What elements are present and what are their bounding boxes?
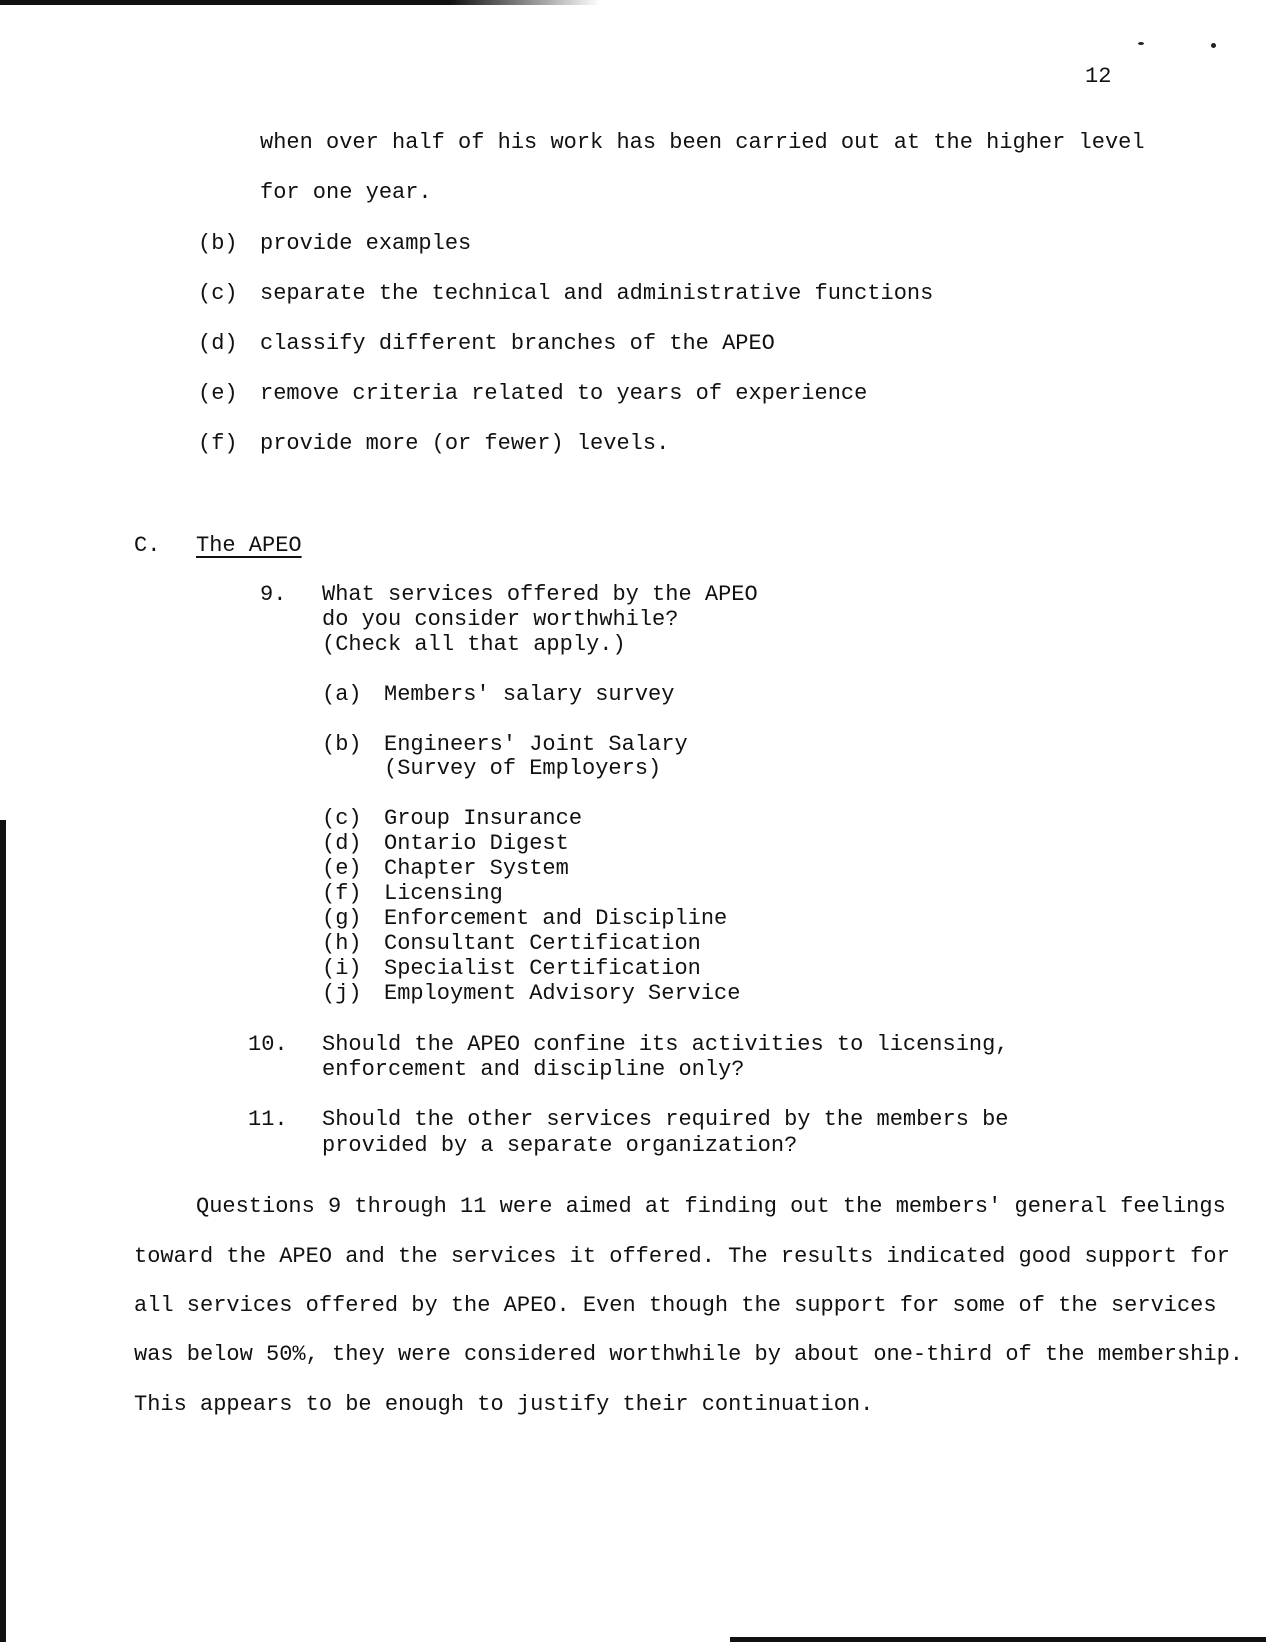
item-text: Consultant Certification [384, 931, 701, 956]
item-text: provide examples [260, 231, 472, 256]
item-label: (j) [322, 981, 362, 1006]
section-title: The APEO [196, 533, 302, 558]
item-text: Licensing [384, 881, 503, 906]
item-label: (h) [322, 931, 362, 956]
item-label: (a) [322, 682, 362, 707]
paragraph-line: This appears to be enough to justify their continuation. [134, 1392, 874, 1417]
item-label: (b) [322, 732, 362, 757]
item-text: Employment Advisory Service [384, 981, 741, 1006]
item-label: (i) [322, 956, 362, 981]
item-label: (d) [322, 831, 362, 856]
item-label: (c) [322, 806, 362, 831]
continuation-line: for one year. [260, 180, 432, 205]
question-line: Should the other services required by the members be [322, 1107, 1009, 1132]
question-line: What services offered by the APEO [322, 582, 758, 607]
item-label: (b) [198, 231, 238, 256]
continuation-line: when over half of his work has been carried out at the higher level [260, 130, 1145, 155]
item-text: Members' salary survey [384, 682, 675, 707]
item-label: (c) [198, 281, 238, 306]
item-text: Group Insurance [384, 806, 583, 831]
item-text: Specialist Certification [384, 956, 701, 981]
item-text: Engineers' Joint Salary [384, 732, 688, 757]
paragraph-line: Questions 9 through 11 were aimed at finding out the members' general feelings [196, 1194, 1226, 1219]
item-text: separate the technical and administrative functions [260, 281, 934, 306]
question-number: 11. [248, 1107, 288, 1132]
item-label: (f) [198, 431, 238, 456]
item-text: classify different branches of the APEO [260, 331, 775, 356]
question-line: do you consider worthwhile? [322, 607, 679, 632]
scan-speck [1211, 43, 1216, 48]
section-letter: C. [134, 533, 161, 558]
item-text: remove criteria related to years of experience [260, 381, 868, 406]
item-label: (e) [198, 381, 238, 406]
item-text: Chapter System [384, 856, 569, 881]
item-text-continued: (Survey of Employers) [384, 756, 662, 781]
paragraph-line: all services offered by the APEO. Even though the support for some of the services [134, 1293, 1217, 1318]
item-text: provide more (or fewer) levels. [260, 431, 670, 456]
scan-edge-bottom [730, 1637, 1266, 1642]
scan-edge-left [0, 820, 6, 1642]
question-number: 10. [248, 1032, 288, 1057]
paragraph-line: was below 50%, they were considered worthwhile by about one-third of the membership. [134, 1342, 1243, 1367]
item-text: Enforcement and Discipline [384, 906, 728, 931]
scan-speck [1138, 42, 1144, 45]
question-line: (Check all that apply.) [322, 632, 626, 657]
item-label: (d) [198, 331, 238, 356]
question-line: enforcement and discipline only? [322, 1057, 745, 1082]
item-label: (e) [322, 856, 362, 881]
scan-edge-top [0, 0, 600, 5]
item-label: (g) [322, 906, 362, 931]
question-line: Should the APEO confine its activities to licensing, [322, 1032, 1009, 1057]
question-line: provided by a separate organization? [322, 1133, 798, 1158]
page-number: 12 [1085, 64, 1112, 89]
item-text: Ontario Digest [384, 831, 569, 856]
paragraph-line: toward the APEO and the services it offered. The results indicated good support for [134, 1244, 1230, 1269]
item-label: (f) [322, 881, 362, 906]
question-number: 9. [260, 582, 287, 607]
